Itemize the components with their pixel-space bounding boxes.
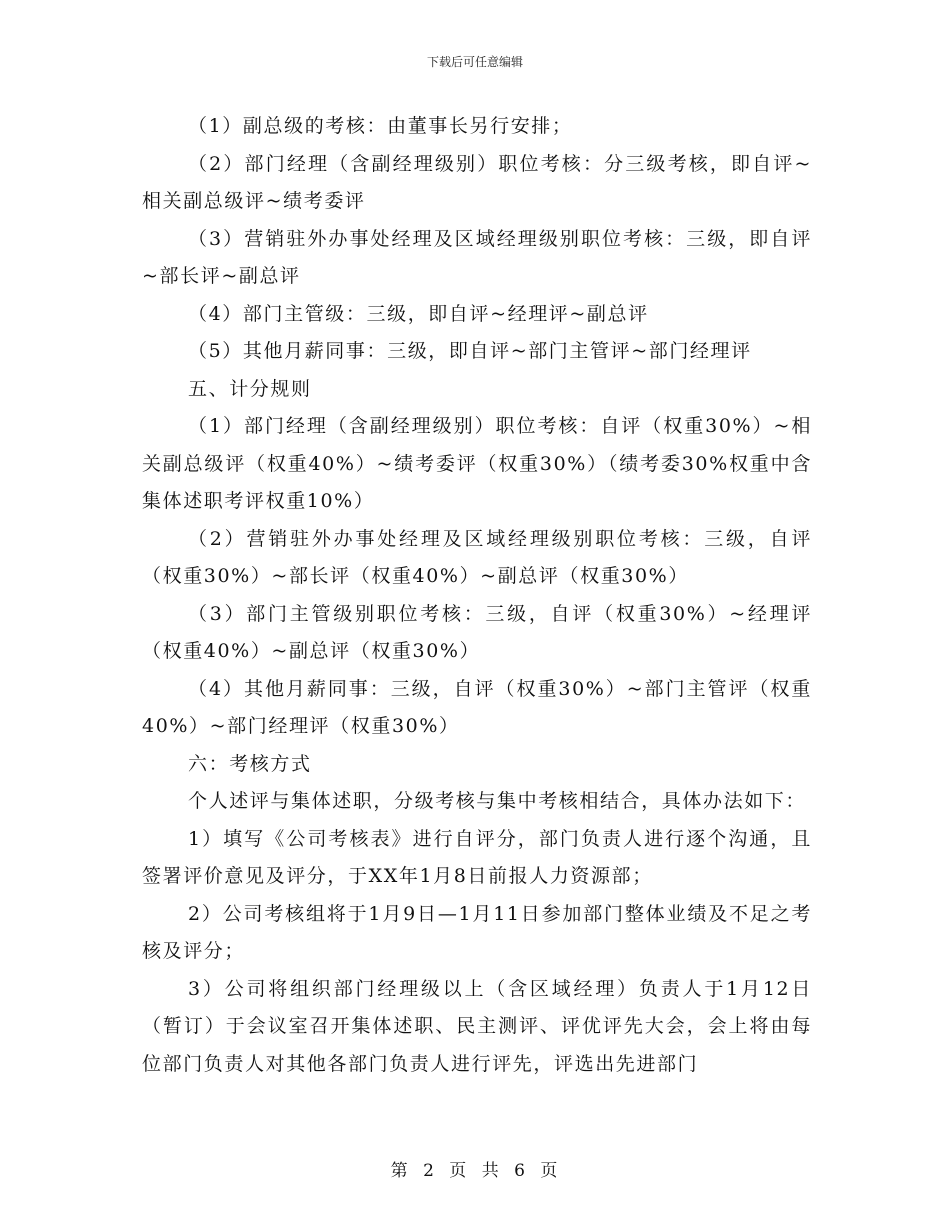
paragraph-method-step-2: 2）公司考核组将于1月9日—1月11日参加部门整体业绩及不足之考核及评分； bbox=[142, 902, 812, 962]
page-footer-pagination: 第 2 页 共 6 页 bbox=[390, 1161, 560, 1181]
paragraph-dept-supervisor-scoring: （3）部门主管级别职位考核：三级，自评（权重30%）~经理评（权重40%）~副总评（权重30%） bbox=[142, 602, 812, 662]
document-body bbox=[142, 108, 812, 1083]
section-heading-assessment-method: 六：考核方式 bbox=[188, 752, 312, 775]
paragraph-method-step-3: 3）公司将组织部门经理级以上（含区域经理）负责人于1月12日（暂订）于会议室召开集体述职、民主测评、评优评先大会，会上将由每位部门负责人对其他各部门负责人进行评先，评选出先进部门 bbox=[142, 977, 812, 1075]
section-heading-scoring-rules: 五、计分规则 bbox=[188, 377, 312, 400]
paragraph-dept-supervisor-assessment: （4）部门主管级：三级，即自评~经理评~副总评 bbox=[188, 302, 649, 325]
paragraph-other-staff-assessment: （5）其他月薪同事：三级，即自评~部门主管评~部门经理评 bbox=[188, 340, 752, 362]
paragraph-other-staff-scoring: （4）其他月薪同事：三级，自评（权重30%）~部门主管评（权重40%）~部门经理评（权重30%） bbox=[142, 677, 812, 737]
paragraph-sales-office-assessment: （3）营销驻外办事处经理及区域经理级别职位考核：三级，即自评~部长评~副总评 bbox=[142, 227, 812, 287]
paragraph-dept-manager-scoring: （1）部门经理（含副经理级别）职位考核：自评（权重30%）~相关副总级评（权重40%）~绩考委评（权重30%）（绩考委30%权重中含集体述职考评权重10%） bbox=[142, 415, 812, 512]
page-header: 下载后可任意编辑 bbox=[426, 55, 523, 69]
paragraph-vp-assessment: （1）副总级的考核：由董事长另行安排； bbox=[188, 115, 573, 137]
paragraph-sales-office-scoring: （2）营销驻外办事处经理及区域经理级别职位考核：三级，自评（权重30%）~部长评（权重40%）~副总评（权重30%） bbox=[142, 527, 812, 587]
paragraph-method-step-1: 1）填写《公司考核表》进行自评分，部门负责人进行逐个沟通，且签署评价意见及评分，于XX年1月8日前报人力资源部； bbox=[142, 827, 812, 887]
paragraph-dept-manager-assessment: （2）部门经理（含副经理级别）职位考核：分三级考核，即自评~相关副总级评~绩考委评 bbox=[142, 152, 812, 212]
paragraph-method-intro: 个人述评与集体述职，分级考核与集中考核相结合，具体办法如下： bbox=[188, 790, 807, 812]
